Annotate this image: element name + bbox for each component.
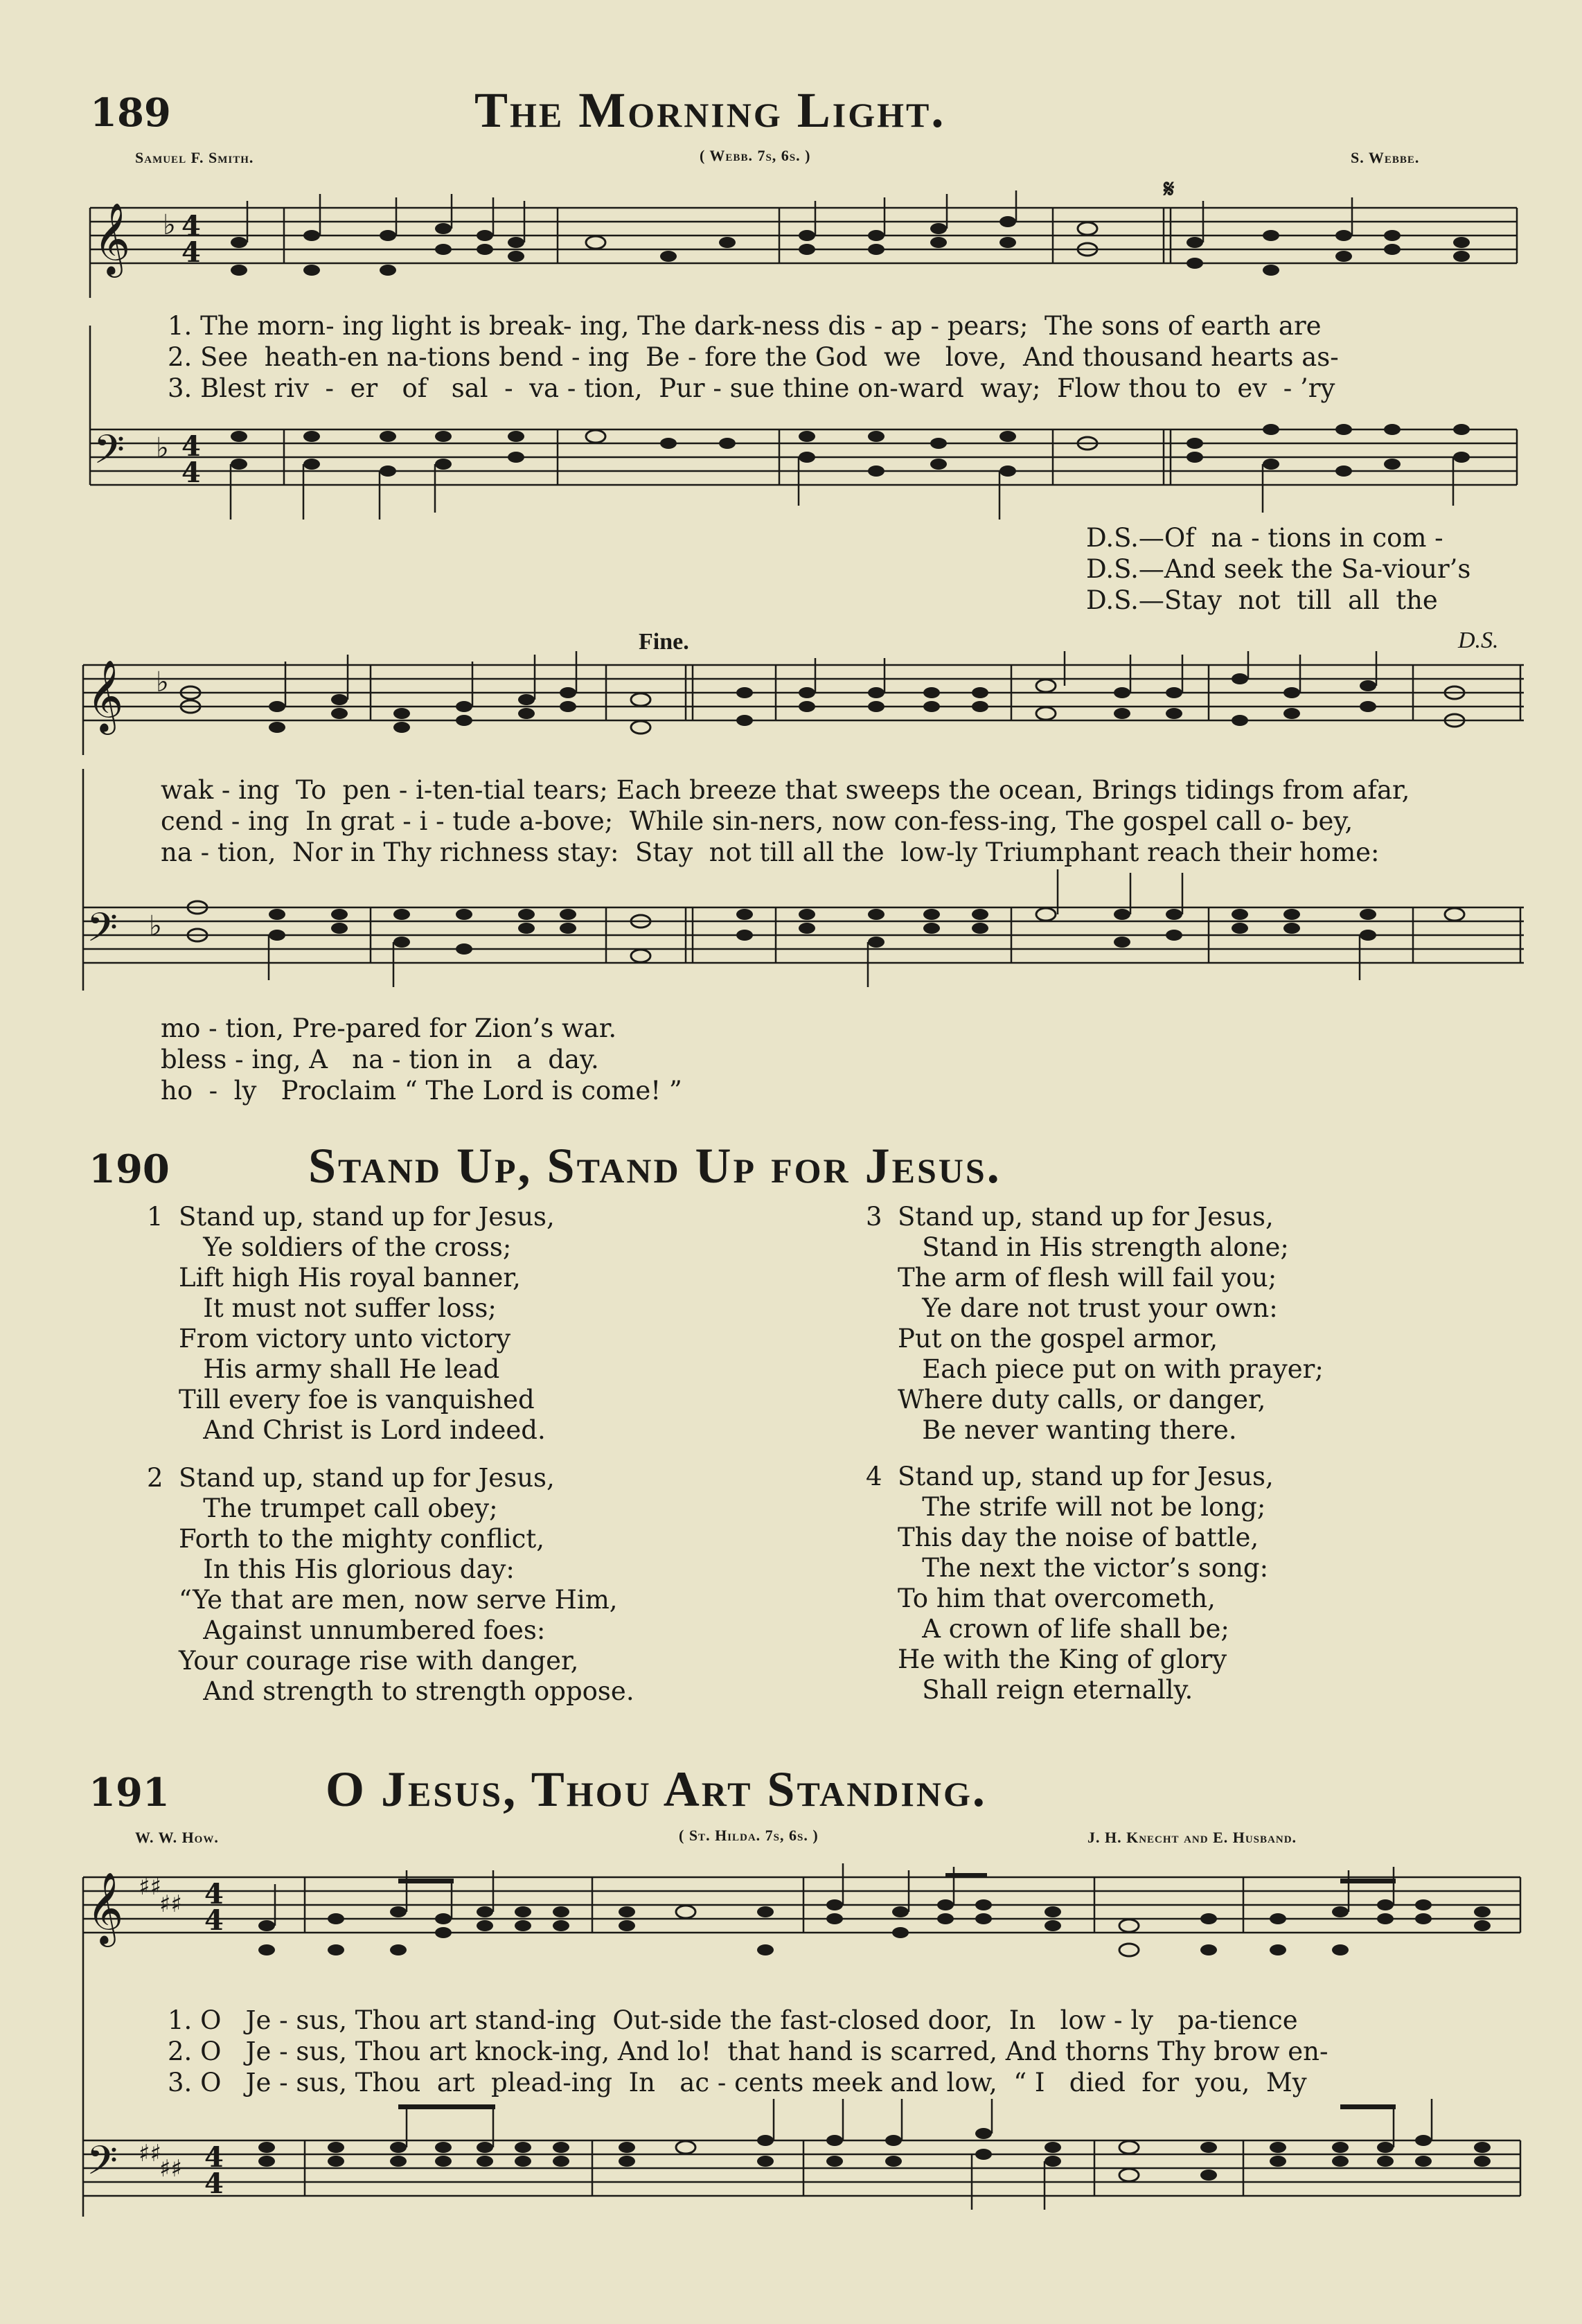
- svg-text:♭: ♭: [156, 432, 169, 464]
- ds-mark: D.S.: [1458, 628, 1499, 653]
- stanza-line: The strife will not be long;: [898, 1492, 1266, 1522]
- stanza-line: Ye soldiers of the cross;: [179, 1232, 512, 1262]
- svg-text:♯♯: ♯♯: [159, 1890, 182, 1918]
- verse-line: bless - ing, A na - tion in a day.: [161, 1045, 599, 1074]
- stanza-line: This day the noise of battle,: [898, 1523, 1259, 1552]
- stanza-line: Where duty calls, or danger,: [898, 1385, 1266, 1414]
- svg-text:4: 4: [204, 1904, 224, 1937]
- verse-line: 2. O Je - sus, Thou art knock-ing, And lo! that hand is scarred, And thorns Thy brow en-: [168, 2037, 1328, 2066]
- svg-text:♭: ♭: [163, 209, 176, 241]
- verse-line: 3. O Je - sus, Thou art plead-ing In ac - cents meek and low, “ I died for you, My: [168, 2068, 1307, 2097]
- hymn-189-tune: ( Webb. 7s, 6s. ): [700, 147, 811, 164]
- svg-text:𝄢: 𝄢: [87, 904, 118, 961]
- hymn-191-lyrics-1: [168, 2005, 1328, 2098]
- hymn-189-bass-staff-1: [0, 416, 1582, 533]
- hymn-189-lyrics-2: [161, 774, 1410, 868]
- hymn-191-title: O Jesus, Thou Art Standing.: [326, 1762, 987, 1817]
- verse-line: ho - ly Proclaim “ The Lord is come! ”: [161, 1076, 682, 1106]
- stanza-line: Forth to the mighty conflict,: [179, 1524, 544, 1554]
- stanza-line: And strength to strength oppose.: [179, 1676, 634, 1706]
- stanza-line: He with the King of glory: [898, 1644, 1227, 1674]
- svg-text:♭: ♭: [156, 666, 169, 698]
- stanza-line: His army shall He lead: [179, 1354, 500, 1384]
- verse-line: 3. Blest riv - er of sal - va - tion, Pur - sue thine on-ward way; Flow thou to ev - ’ry: [168, 373, 1335, 403]
- verse-line: 2. See heath-en na-tions bend - ing Be - fore the God we love, And thousand hearts as-: [168, 342, 1339, 372]
- verse-line: cend - ing In grat - i - tude a-bove; While sin-ners, now con-fess-ing, The gospel call o- bey,: [161, 806, 1353, 836]
- svg-text:♭: ♭: [149, 910, 162, 942]
- ds-line: D.S.—And seek the Sa-viour’s: [1086, 554, 1471, 584]
- stanza-line: Till every foe is vanquished: [179, 1385, 535, 1414]
- svg-text:𝄞: 𝄞: [87, 1872, 124, 1944]
- verse-line: 1. O Je - sus, Thou art stand-ing Out-side the fast-closed door, In low - ly pa-tience: [168, 2005, 1298, 2035]
- svg-text:4: 4: [181, 430, 201, 463]
- hymn-191-author: W. W. How.: [135, 1829, 219, 1846]
- svg-text:4: 4: [181, 456, 201, 489]
- hymn-189-lyrics-3: [161, 1013, 682, 1106]
- hymn-190-title: Stand Up, Stand Up for Jesus.: [308, 1138, 1002, 1194]
- stanza-line: And Christ is Lord indeed.: [179, 1415, 546, 1445]
- stanza-line: Be never wanting there.: [898, 1415, 1237, 1445]
- hymn-189-treble-staff-2: [0, 651, 1582, 769]
- hymn-189-treble-staff-1: [0, 175, 1582, 312]
- svg-text:♯♯: ♯♯: [139, 2140, 161, 2167]
- svg-text:♯♯: ♯♯: [159, 2155, 182, 2183]
- stanza-line: The arm of flesh will fail you;: [898, 1263, 1277, 1293]
- stanza-number: 4: [866, 1462, 882, 1491]
- hymn-191-bass-staff: [0, 2120, 1582, 2258]
- stanza-line: It must not suffer loss;: [179, 1293, 497, 1323]
- stanza-line: Stand up, stand up for Jesus,: [179, 1463, 555, 1493]
- ds-line: D.S.—Stay not till all the: [1086, 585, 1438, 615]
- verse-line: na - tion, Nor in Thy richness stay: Stay not till all the low-ly Triumphant reach their home:: [161, 837, 1380, 867]
- svg-text:4: 4: [181, 236, 201, 269]
- stanza-line: Your courage rise with danger,: [179, 1646, 579, 1676]
- stanza-line: Put on the gospel armor,: [898, 1324, 1218, 1354]
- hymn-189-author: Samuel F. Smith.: [135, 149, 254, 166]
- stanza-line: Shall reign eternally.: [898, 1675, 1193, 1705]
- stanza-line: Stand up, stand up for Jesus,: [898, 1462, 1274, 1491]
- hymn-190-number: 190: [89, 1146, 170, 1192]
- hymn-189-bass-staff-2: [0, 894, 1582, 1011]
- stanza-line: The trumpet call obey;: [179, 1493, 498, 1523]
- stanza-number: 3: [866, 1202, 882, 1232]
- hymn-189-lyrics-1: [168, 310, 1339, 404]
- stanza-line: Stand up, stand up for Jesus,: [898, 1202, 1274, 1232]
- hymn-189-ds-lines: [1086, 522, 1470, 616]
- svg-text:4: 4: [204, 2141, 224, 2174]
- stanza-line: “Ye that are men, now serve Him,: [179, 1585, 618, 1615]
- stanza-line: Stand up, stand up for Jesus,: [179, 1202, 555, 1232]
- stanza-line: Ye dare not trust your own:: [898, 1293, 1278, 1323]
- stanza-line: Each piece put on with prayer;: [898, 1354, 1324, 1384]
- stanza-line: A crown of life shall be;: [898, 1614, 1229, 1644]
- verse-line: mo - tion, Pre-pared for Zion’s war.: [161, 1013, 617, 1043]
- svg-text:4: 4: [204, 1878, 224, 1910]
- hymn-191-composer: J. H. Knecht and E. Husband.: [1087, 1829, 1297, 1846]
- stanza-line: To him that overcometh,: [898, 1584, 1216, 1613]
- ds-line: D.S.—Of na - tions in com -: [1086, 523, 1443, 553]
- hymn-191-number: 191: [89, 1770, 170, 1816]
- hymn-191-tune: ( St. Hilda. 7s, 6s. ): [679, 1827, 819, 1844]
- fine-mark: Fine.: [639, 629, 689, 655]
- svg-text:𝄞: 𝄞: [94, 202, 131, 275]
- stanza-line: From victory unto victory: [179, 1324, 511, 1354]
- stanza-line: In this His glorious day:: [179, 1554, 515, 1584]
- stanza-line: Stand in His strength alone;: [898, 1232, 1289, 1262]
- stanza-line: The next the victor’s song:: [898, 1553, 1269, 1583]
- svg-text:𝄢: 𝄢: [87, 2137, 118, 2194]
- stanza-number: 2: [147, 1463, 163, 1493]
- svg-text:4: 4: [181, 210, 201, 242]
- hymn-189-number: 189: [90, 90, 171, 136]
- verse-line: 1. The morn- ing light is break- ing, The dark-ness dis - ap - pears; The sons of earth are: [168, 311, 1322, 341]
- stanza-line: Against unnumbered foes:: [179, 1615, 546, 1645]
- segno-mark: 𝄋: [1164, 175, 1175, 204]
- hymn-189-composer: S. Webbe.: [1351, 149, 1420, 166]
- verse-line: wak - ing To pen - i-ten-tial tears; Each breeze that sweeps the ocean, Brings tidings from afar,: [161, 775, 1410, 805]
- hymn-191-treble-staff: [0, 1863, 1582, 1988]
- svg-text:4: 4: [204, 2167, 224, 2200]
- svg-text:𝄞: 𝄞: [87, 659, 124, 732]
- stanza-line: Lift high His royal banner,: [179, 1263, 521, 1293]
- svg-text:𝄢: 𝄢: [94, 426, 125, 483]
- hymn-189-title: The Morning Light.: [474, 82, 946, 138]
- svg-text:♯♯: ♯♯: [139, 1873, 161, 1901]
- stanza-number: 1: [147, 1202, 163, 1232]
